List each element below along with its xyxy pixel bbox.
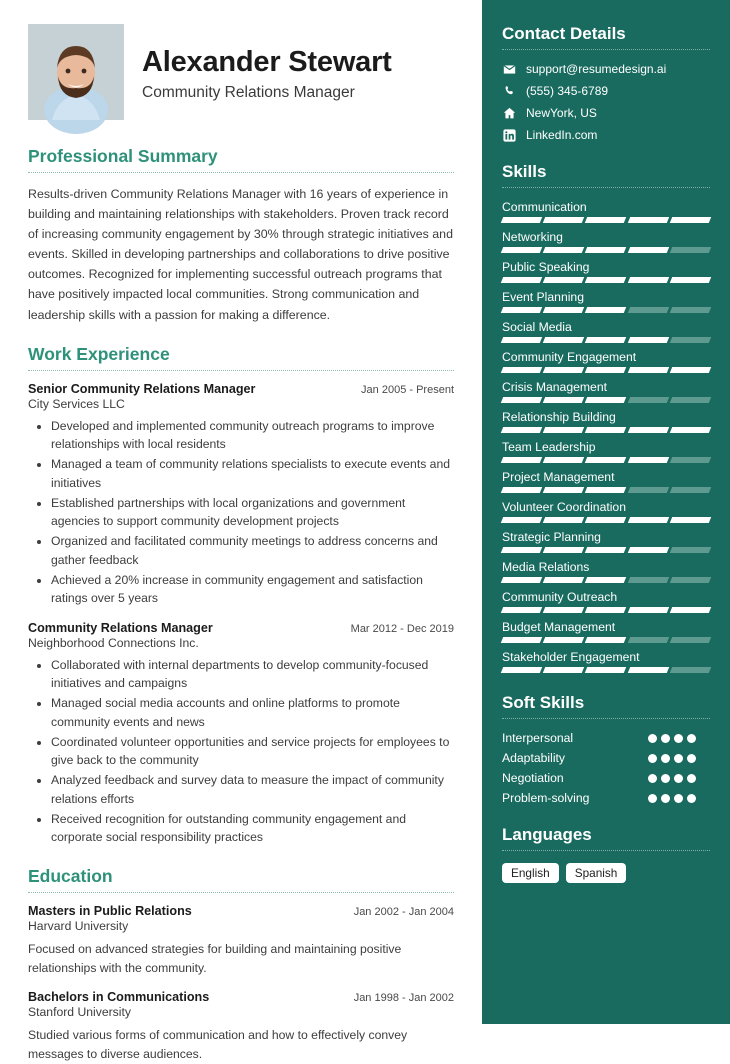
section-heading: Professional Summary — [28, 146, 218, 166]
skill-bar-segment — [501, 427, 543, 433]
skill-bar-segment — [501, 547, 543, 553]
soft-skills-list — [502, 731, 710, 805]
rating-dot — [661, 774, 670, 783]
work-bullets — [28, 417, 454, 608]
skill-bar-segment — [670, 487, 712, 493]
soft-skill-rating-dots — [648, 734, 710, 743]
skill-bar-segment — [670, 337, 712, 343]
skill-bar-segment — [585, 397, 627, 403]
skill-bar-segment — [670, 637, 712, 643]
skill-bar-segment — [543, 277, 585, 283]
work-entry-header — [28, 621, 454, 635]
skill-bar-segment — [543, 547, 585, 553]
skill-bar-segment — [670, 247, 712, 253]
skill-row — [502, 200, 710, 223]
skill-rating-bar — [502, 367, 710, 373]
skill-bar-segment — [543, 307, 585, 313]
skill-bar-segment — [585, 457, 627, 463]
skill-label: Relationship Building — [502, 410, 616, 424]
skill-label: Volunteer Coordination — [502, 500, 626, 514]
work-org: Neighborhood Connections Inc. — [28, 635, 199, 650]
section-divider — [28, 172, 454, 173]
rating-dot — [648, 734, 657, 743]
skill-bar-segment — [543, 637, 585, 643]
skill-bar-segment — [670, 427, 712, 433]
soft-skill-label: Adaptability — [502, 751, 566, 765]
rating-dot — [687, 794, 696, 803]
list-item: • Coordinated volunteer opportunities and service projects for employees to give back to the community — [51, 733, 454, 770]
skill-bar-segment — [627, 247, 669, 253]
skill-bar-segment — [670, 547, 712, 553]
skill-label: Community Engagement — [502, 350, 637, 364]
section-work-experience — [28, 344, 454, 847]
skill-bar-segment — [501, 307, 543, 313]
skill-bar-segment — [585, 307, 627, 313]
language-tag-list — [502, 863, 710, 883]
list-item: • Managed social media accounts and online platforms to promote community events and news — [51, 694, 454, 731]
skill-label: Event Planning — [502, 290, 584, 304]
list-item: • Organized and facilitated community meetings to address concerns and gather feedback — [51, 532, 454, 569]
skill-label: Networking — [502, 230, 563, 244]
skill-bar-segment — [501, 247, 543, 253]
rating-dot — [674, 794, 683, 803]
job-title: Community Relations Manager — [142, 84, 355, 102]
skill-bar-segment — [501, 337, 543, 343]
soft-skill-rating-dots — [648, 774, 710, 783]
work-entry — [28, 382, 454, 608]
skill-bar-segment — [627, 367, 669, 373]
rating-dot — [674, 734, 683, 743]
education-description: Focused on advanced strategies for building and maintaining positive relationships with the community. — [28, 941, 402, 975]
skill-rating-bar — [502, 397, 710, 403]
education-degree: Masters in Public Relations — [28, 903, 192, 918]
skill-bar-segment — [585, 277, 627, 283]
skill-bar-segment — [543, 337, 585, 343]
skill-label: Communication — [502, 200, 587, 214]
skill-row — [502, 560, 710, 583]
skill-bar-segment — [670, 667, 712, 673]
person-photo-icon — [28, 24, 124, 120]
skill-bar-segment — [585, 247, 627, 253]
soft-skill-row — [502, 771, 710, 785]
work-bullets — [28, 656, 454, 847]
skill-label: Crisis Management — [502, 380, 607, 394]
skill-bar-segment — [543, 457, 585, 463]
education-date: Jan 1998 - Jan 2002 — [353, 992, 454, 1005]
skill-bar-segment — [543, 607, 585, 613]
work-role: Senior Community Relations Manager — [28, 381, 256, 396]
skill-rating-bar — [502, 307, 710, 313]
skill-rating-bar — [502, 247, 710, 253]
list-item: • Established partnerships with local organizations and government agencies to support community development projects — [51, 494, 454, 531]
soft-skill-rating-dots — [648, 754, 710, 763]
skill-rating-bar — [502, 577, 710, 583]
work-entry — [28, 621, 454, 847]
skill-label: Public Speaking — [502, 260, 590, 274]
work-org: City Services LLC — [28, 396, 125, 411]
skill-label: Strategic Planning — [502, 530, 601, 544]
section-divider — [28, 892, 454, 893]
skill-bar-segment — [627, 457, 669, 463]
skill-row — [502, 590, 710, 613]
rating-dot — [687, 774, 696, 783]
skill-bar-segment — [627, 307, 669, 313]
section-soft-skills — [502, 693, 710, 805]
section-education — [28, 866, 454, 1064]
sidebar — [482, 0, 730, 1024]
skill-rating-bar — [502, 457, 710, 463]
skill-row — [502, 440, 710, 463]
skill-label: Media Relations — [502, 560, 590, 574]
language-tag[interactable]: Spanish — [566, 863, 627, 883]
skill-rating-bar — [502, 517, 710, 523]
soft-skill-label: Problem-solving — [502, 791, 590, 805]
skill-bar-segment — [501, 637, 543, 643]
skill-rating-bar — [502, 277, 710, 283]
section-heading: Languages — [502, 825, 592, 844]
section-divider — [502, 49, 710, 50]
skill-bar-segment — [670, 397, 712, 403]
skill-bar-segment — [670, 517, 712, 523]
section-heading: Contact Details — [502, 24, 626, 43]
section-skills — [502, 162, 710, 673]
phone-icon — [502, 84, 516, 98]
skill-bar-segment — [543, 397, 585, 403]
section-heading: Skills — [502, 162, 547, 181]
soft-skill-row — [502, 751, 710, 765]
skill-rating-bar — [502, 487, 710, 493]
list-item: • Managed a team of community relations specialists to execute events and initiatives — [51, 455, 454, 492]
linkedin-icon — [502, 128, 516, 142]
skill-bar-segment — [501, 217, 543, 223]
skill-bar-segment — [670, 577, 712, 583]
skill-bar-segment — [627, 217, 669, 223]
work-entry-list — [28, 382, 454, 847]
skill-bar-segment — [670, 607, 712, 613]
skill-bar-segment — [585, 637, 627, 643]
summary-text: Results-driven Community Relations Manager with 16 years of experience in building and maintaining relationships with stakeholders. Proven track record of increasing community engagement by 30% through strategic initiatives and events. Skilled in developing partnerships and collaborations to drive positive outcomes. Recognized for implementing successful outreach programs that have positively impacted local communities. Strong communication and leadership skills with a passion for making a difference. — [28, 187, 453, 322]
skill-bar-segment — [627, 337, 669, 343]
education-entry-header — [28, 904, 454, 918]
education-school: Harvard University — [28, 918, 129, 933]
education-entry — [28, 990, 454, 1064]
rating-dot — [687, 734, 696, 743]
skill-row — [502, 260, 710, 283]
skill-bar-segment — [501, 487, 543, 493]
list-item: • Analyzed feedback and survey data to measure the impact of community relations efforts — [51, 771, 454, 808]
rating-dot — [674, 774, 683, 783]
work-entry-header — [28, 382, 454, 396]
page-title: Alexander Stewart — [142, 45, 392, 78]
skill-row — [502, 320, 710, 343]
skill-bar-segment — [627, 547, 669, 553]
skills-list — [502, 200, 710, 673]
resume-header — [28, 24, 454, 120]
rating-dot — [661, 754, 670, 763]
section-contact-details — [502, 24, 710, 142]
contact-phone[interactable] — [502, 84, 710, 98]
home-icon — [502, 106, 516, 120]
section-heading: Education — [28, 865, 113, 886]
skill-bar-segment — [627, 577, 669, 583]
work-date: Jan 2005 - Present — [361, 383, 454, 396]
skill-bar-segment — [627, 637, 669, 643]
education-degree: Bachelors in Communications — [28, 990, 210, 1005]
skill-rating-bar — [502, 667, 710, 673]
skill-row — [502, 530, 710, 553]
rating-dot — [661, 734, 670, 743]
skill-bar-segment — [585, 487, 627, 493]
skill-bar-segment — [627, 607, 669, 613]
education-date: Jan 2002 - Jan 2004 — [353, 905, 454, 918]
list-item: • Achieved a 20% increase in community engagement and satisfaction ratings over 5 years — [51, 571, 454, 608]
skill-bar-segment — [670, 277, 712, 283]
skill-bar-segment — [585, 337, 627, 343]
skill-bar-segment — [585, 217, 627, 223]
skill-bar-segment — [501, 607, 543, 613]
skill-bar-segment — [543, 247, 585, 253]
soft-skill-rating-dots — [648, 794, 710, 803]
skill-bar-segment — [670, 367, 712, 373]
section-heading: Soft Skills — [502, 693, 585, 712]
language-tag[interactable]: English — [502, 863, 559, 883]
skill-bar-segment — [627, 487, 669, 493]
education-description: Studied various forms of communication and how to effectively convey messages to diverse audiences. — [28, 1028, 408, 1062]
section-heading: Work Experience — [28, 343, 170, 364]
contact-location-value: NewYork, US — [526, 106, 597, 120]
skill-row — [502, 350, 710, 373]
list-item: • Collaborated with internal departments to develop community-focused initiatives and campaigns — [51, 656, 454, 693]
skill-row — [502, 500, 710, 523]
section-divider — [502, 850, 710, 851]
skill-bar-segment — [627, 397, 669, 403]
skill-bar-segment — [585, 547, 627, 553]
list-item: • Received recognition for outstanding community engagement and corporate social responsibility practices — [51, 810, 454, 847]
skill-bar-segment — [501, 367, 543, 373]
contact-linkedin-value: LinkedIn.com — [526, 128, 598, 142]
skill-row — [502, 650, 710, 673]
soft-skill-label: Negotiation — [502, 771, 564, 785]
education-entry-header — [28, 990, 454, 1004]
soft-skill-label: Interpersonal — [502, 731, 574, 745]
skill-label: Project Management — [502, 470, 615, 484]
skill-bar-segment — [501, 277, 543, 283]
rating-dot — [674, 754, 683, 763]
work-role: Community Relations Manager — [28, 620, 213, 635]
skill-bar-segment — [501, 517, 543, 523]
contact-email[interactable] — [502, 62, 710, 76]
skill-bar-segment — [627, 517, 669, 523]
contact-location[interactable] — [502, 106, 710, 120]
skill-bar-segment — [585, 577, 627, 583]
skill-bar-segment — [543, 577, 585, 583]
skill-bar-segment — [543, 487, 585, 493]
skill-rating-bar — [502, 217, 710, 223]
skill-bar-segment — [543, 217, 585, 223]
skill-bar-segment — [501, 667, 543, 673]
skill-bar-segment — [585, 427, 627, 433]
section-divider — [28, 370, 454, 371]
rating-dot — [648, 754, 657, 763]
skill-bar-segment — [670, 217, 712, 223]
skill-bar-segment — [543, 367, 585, 373]
skill-rating-bar — [502, 427, 710, 433]
section-divider — [502, 718, 710, 719]
contact-linkedin[interactable] — [502, 128, 710, 142]
skill-row — [502, 410, 710, 433]
skill-row — [502, 230, 710, 253]
envelope-icon — [502, 62, 516, 76]
skill-bar-segment — [543, 427, 585, 433]
skill-rating-bar — [502, 337, 710, 343]
skill-label: Social Media — [502, 320, 572, 334]
section-professional-summary — [28, 146, 454, 325]
skill-bar-segment — [585, 367, 627, 373]
skill-row — [502, 380, 710, 403]
skill-bar-segment — [543, 667, 585, 673]
avatar — [28, 24, 124, 120]
skill-bar-segment — [585, 517, 627, 523]
skill-label: Community Outreach — [502, 590, 618, 604]
education-school: Stanford University — [28, 1005, 131, 1020]
skill-bar-segment — [585, 667, 627, 673]
skill-bar-segment — [627, 277, 669, 283]
skill-rating-bar — [502, 607, 710, 613]
name-block — [142, 42, 392, 102]
skill-bar-segment — [501, 577, 543, 583]
skill-rating-bar — [502, 637, 710, 643]
skill-bar-segment — [627, 427, 669, 433]
rating-dot — [648, 774, 657, 783]
rating-dot — [661, 794, 670, 803]
skill-label: Stakeholder Engagement — [502, 650, 640, 664]
skill-label: Budget Management — [502, 620, 616, 634]
section-divider — [502, 187, 710, 188]
skill-bar-segment — [543, 517, 585, 523]
contact-phone-value: (555) 345-6789 — [526, 84, 609, 98]
skill-bar-segment — [501, 457, 543, 463]
contact-email-value: support@resumedesign.ai — [526, 62, 667, 76]
section-languages — [502, 825, 710, 883]
soft-skill-row — [502, 731, 710, 745]
skill-bar-segment — [670, 307, 712, 313]
rating-dot — [687, 754, 696, 763]
skill-rating-bar — [502, 547, 710, 553]
skill-row — [502, 290, 710, 313]
soft-skill-row — [502, 791, 710, 805]
skill-bar-segment — [585, 607, 627, 613]
work-date: Mar 2012 - Dec 2019 — [350, 622, 454, 635]
education-entry — [28, 904, 454, 978]
skill-row — [502, 470, 710, 493]
rating-dot — [648, 794, 657, 803]
skill-row — [502, 620, 710, 643]
skill-bar-segment — [670, 457, 712, 463]
skill-label: Team Leadership — [502, 440, 596, 454]
skill-bar-segment — [627, 667, 669, 673]
skill-bar-segment — [501, 397, 543, 403]
list-item: • Developed and implemented community outreach programs to improve relationships with local residents — [51, 417, 454, 454]
